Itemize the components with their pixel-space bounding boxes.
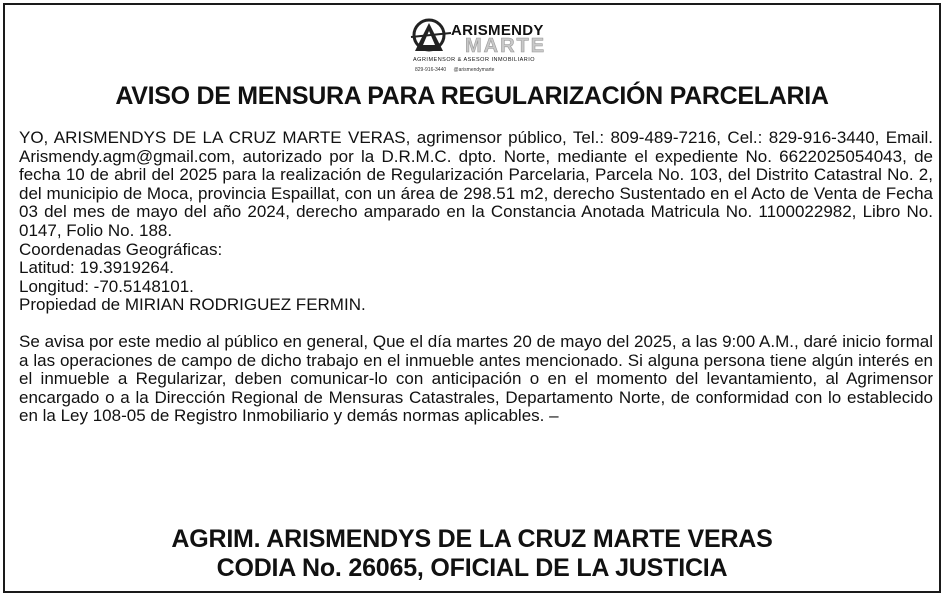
logo-tagline: AGRIMENSOR & ASESOR INMOBILIARIO xyxy=(413,57,536,63)
signature-name: AGRIM. ARISMENDYS DE LA CRUZ MARTE VERAS xyxy=(171,525,773,553)
signature-credential: CODIA No. 26065, OFICIAL DE LA JUSTICIA xyxy=(216,554,728,582)
latitude-line: Latitud: 19.3919264. xyxy=(19,258,175,278)
company-logo xyxy=(405,17,555,73)
surveyor-logo-icon xyxy=(407,17,455,55)
notice-paragraph-1: YO, ARISMENDYS DE LA CRUZ MARTE VERAS, agrimensor público, Tel.: 809-489-7216, Cel.: 829-916-3440, Email. Arismendy.agm@gmail.com, autorizado por la D.R.M.C. dpto. Norte, mediante el expediente No. 6622025054043, de fecha 10 de abril del 2025 para la realización de Regularización Parcelaria, Parcela No. 103, del Distrito Catastral No. 2, del municipio de Moca, provincia Espaillat, con un área de 298.51 m2, derecho Sustentado en el Acto de Venta de Fecha 03 del mes de mayo del año 2024, derecho amparado en la Constancia Anotada Matricula No. 1100022982, Libro No. 0147, Folio No. 188. xyxy=(19,128,933,240)
logo-contacts xyxy=(415,67,500,73)
logo-phone: 829-916-3440 xyxy=(415,67,447,73)
notice-body xyxy=(19,129,933,426)
coordinates-heading: Coordenadas Geográficas: xyxy=(19,239,223,259)
legal-notice xyxy=(3,3,941,593)
logo-brand-top: ARISMENDY xyxy=(451,22,544,39)
signature-block xyxy=(5,525,939,583)
owner-line: Propiedad de MIRIAN RODRIGUEZ FERMIN. xyxy=(19,295,366,315)
logo-brand-bottom: MARTE xyxy=(465,35,547,57)
logo-social: @arismendymarte xyxy=(453,67,495,73)
paragraph-spacer xyxy=(19,315,933,333)
notice-paragraph-2: Se avisa por este medio al público en general, Que el día martes 20 de mayo del 2025, a las 9:00 A.M., daré inicio formal a las operaciones de campo de dicho trabajo en el inmueble antes mencionado. Si alguna persona tiene algún interés en el inmueble a Regularizar, deben comunicar-lo con anticipación o en el momento del levantamiento, al Agrimensor encargado o a la Dirección Regional de Mensuras Catastrales, Departamento Norte, de conformidad con lo establecido en la Ley 108-05 de Registro Inmobiliario y demás normas aplicables. – xyxy=(19,331,933,426)
notice-title: AVISO DE MENSURA PARA REGULARIZACIÓN PARCELARIA xyxy=(115,82,829,110)
longitude-line: Longitud: -70.5148101. xyxy=(19,276,194,296)
